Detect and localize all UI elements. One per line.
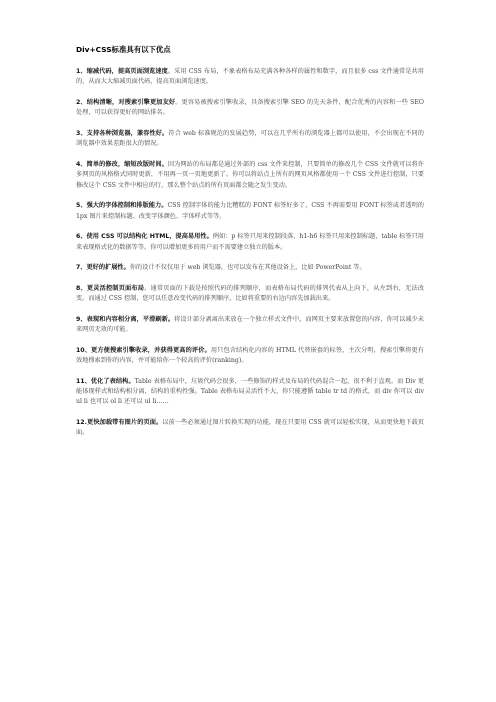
item-body: CSS 控制字体的能力比糟糕的 FONT 标签好多了，CSS 不再需要用 FONT 标签或者透明的 1px 图片来控制标题、改变字体颜色、字体样式等等。 [76,202,424,220]
item-body: 用只包含结构化内容的 HTML 代替嵌套的标签，主次分明，搜索引擎将更有效地搜索到你的内容，并可能给你一个较高的评价(ranking)。 [76,346,424,365]
item-body: Table 表格布局中，垃圾代码会很多，一些修饰的样式及布局的代码混合一起，很不利于直观。而 Div 更能体现样式和结构相分离，结构的重构性强。Table 表格布局灵活性不大，你只能遵循 table tr td 的格式，而 div 你可以 div ul li 也可以 ol li 还可以 ul li…… [76,377,424,406]
item-body: 符合 web 标准规范的发展趋势，可以在几乎所有的浏览器上都可以使用，不会出现在不同的浏览器中效果差距很大的情况。 [76,129,424,148]
item-heading: 8、更灵活控制页面布局 [76,284,145,292]
item-body: 例如：p 标签只用来控制段落，h1-h6 标签只用来控制标题，table 标签只用来表现格式化的数据等等。你可以增加更多的用户而不需要建立独立的版本。 [76,233,424,251]
item-body: 以前一些必须通过图片转换实现的功能，现在只要用 CSS 就可以轻松实现，从而更快地下载页面。 [76,419,424,437]
list-item-2 [76,98,424,119]
list-item-4 [76,160,424,191]
item-heading: 9、表现和内容相分离，平滑刷新。 [76,315,175,323]
list-item-8 [76,284,424,305]
list-item-1 [76,67,424,88]
list-item-10 [76,346,424,367]
list-item-3 [76,129,424,150]
item-body: 你的设计不仅仅用于 web 浏览器，也可以发布在其他设备上，比如 PowerPoint 等。 [129,264,366,272]
item-body: 。通常页面的下载是按照代码的排列顺序，而表格布局代码的排列代表从上向下，从左到右，无法改变。而通过 CSS 控制，您可以任意改变代码的排列顺序，比如将重要的右边内容先加载出来。 [76,284,425,303]
list-item-5 [76,201,424,222]
item-heading: 6、使用 CSS 可以结构化 HTML，提高易用性。 [76,233,213,241]
list-item-11 [76,377,424,408]
item-heading: 10、更方便搜索引擎收录，并获得更高的评价。 [76,346,211,354]
item-heading: 3、支持各种浏览器，兼容性好。 [76,129,169,137]
item-heading: 11、优化了表结构。 [76,377,135,385]
item-heading: 4、简单的修改，缩短改版时间。 [76,160,168,168]
item-body: 因为网站的布局都是通过外部的 css 文件来控制，只要简单的修改几个 CSS 文件就可以将许多网页的风格格式同时更新，不用再一页一页地更新了。你可以将站点上所有的网页风格都使用一个 CSS 文件进行控制，只要修改这个 CSS 文件中相应的行，那么整个站点的所有页面都会随之发生变动。 [76,160,424,189]
list-item-6 [76,232,424,253]
document-page [76,45,424,449]
item-body: 。采用 CSS 布局，不象表格布局充满各种各样的属性和数字，而且很多 css 文件通常是共用的，从而大大缩减页面代码，提高页面浏览速度。 [76,68,424,86]
item-heading: 12.更快加载带有图片的页面。 [76,419,163,427]
item-heading: 1、缩减代码，提高页面浏览速度 [76,68,168,75]
list-item-12 [76,418,424,439]
item-heading: 2、结构清晰，对搜索引擎更加友好 [76,98,176,106]
item-body: 将设计部分剥离出来放在一个独立样式文件中，而网页主要来放置您的内容，你可以减少未来网页无效的可能。 [76,315,425,334]
item-heading: 5、强大的字体控制和排版能力。 [76,202,168,210]
document-title: Div+CSS标准具有以下优点 [76,45,171,54]
list-item-7 [76,263,424,273]
list-item-9 [76,315,424,336]
item-body: 。更容易被搜索引擎收录，具备搜索引擎 SEO 的先天条件，配合优秀的内容和一些 SEO 处理，可以获得更好的网站排名。 [76,98,424,117]
item-heading: 7、更好的扩展性。 [76,264,130,272]
